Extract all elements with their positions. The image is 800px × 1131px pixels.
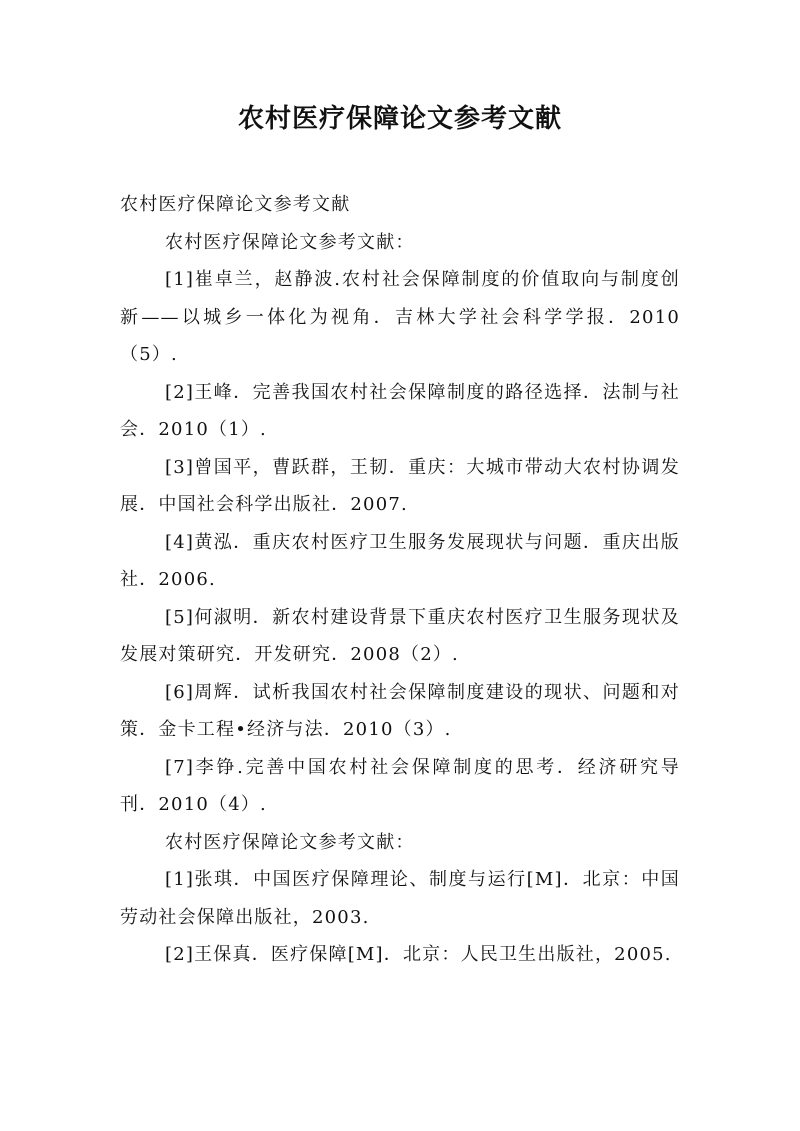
- reference-item: [6]周辉．试析我国农村社会保障制度建设的现状、问题和对策．金卡工程•经济与法．2010（3）.: [120, 681, 680, 740]
- reference-item: [1]崔卓兰，赵静波.农村社会保障制度的价值取向与制度创新——以城乡一体化为视角．吉林大学社会科学学报．2010（5）.: [120, 269, 680, 365]
- reference-item: [5]何淑明．新农村建设背景下重庆农村医疗卫生服务现状及发展对策研究．开发研究．2008（2）.: [120, 606, 680, 665]
- page-title: 农村医疗保障论文参考文献: [237, 104, 562, 134]
- reference-item: [3]曾国平，曹跃群，王韧．重庆：大城市带动大农村协调发展．中国社会科学出版社．2007.: [120, 456, 680, 515]
- section-heading: 农村医疗保障论文参考文献：: [165, 831, 415, 853]
- document-subtitle: 农村医疗保障论文参考文献: [120, 194, 351, 215]
- reference-item: [7]李铮.完善中国农村社会保障制度的思考．经济研究导刊．2010（4）.: [120, 756, 680, 815]
- section-heading: 农村医疗保障论文参考文献：: [165, 231, 415, 253]
- document-body: [120, 186, 680, 974]
- reference-item: [2]王保真．医疗保障[M]．北京：人民卫生出版社，2005.: [165, 944, 672, 965]
- reference-item: [1]张琪．中国医疗保障理论、制度与运行[M]．北京：中国劳动社会保障出版社，2003.: [120, 869, 680, 928]
- reference-item: [2]王峰．完善我国农村社会保障制度的路径选择．法制与社会．2010（1）.: [120, 381, 680, 440]
- reference-item: [4]黄泓．重庆农村医疗卫生服务发展现状与问题．重庆出版社．2006.: [120, 531, 680, 590]
